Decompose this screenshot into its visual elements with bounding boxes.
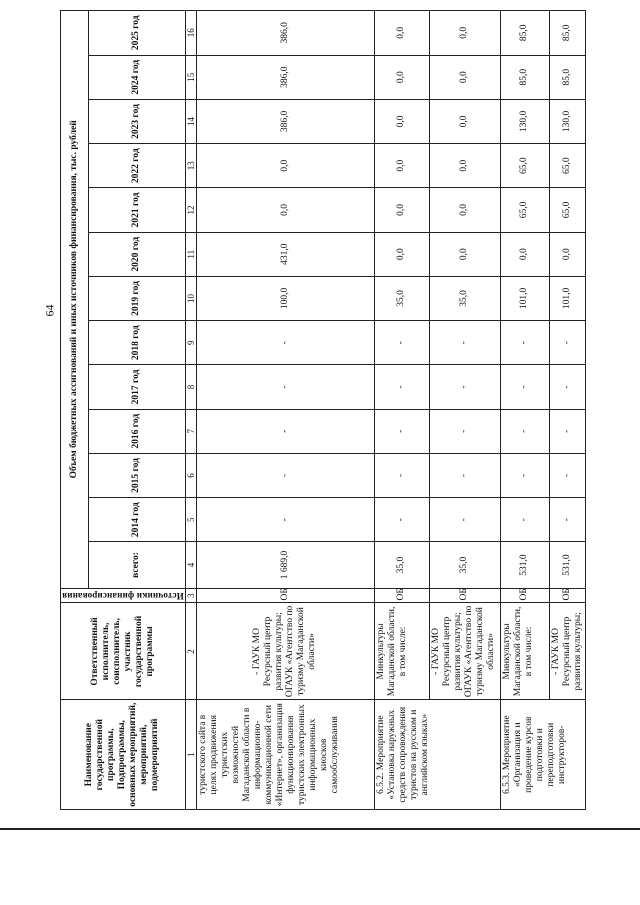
row-value: 0,0 bbox=[429, 11, 500, 56]
row-value: 0,0 bbox=[429, 188, 500, 232]
header-year: 2021 год bbox=[88, 188, 185, 232]
header-year: 2024 год bbox=[88, 55, 185, 99]
row-source: ОБ bbox=[500, 588, 549, 603]
header-year: 2022 год bbox=[88, 144, 185, 188]
financing-table bbox=[60, 10, 586, 810]
table-row bbox=[500, 11, 549, 810]
column-number: 6 bbox=[185, 453, 196, 497]
header-year: 2016 год bbox=[88, 409, 185, 453]
column-number: 9 bbox=[185, 321, 196, 365]
row-value: 85,0 bbox=[549, 11, 585, 56]
row-source: ОБ bbox=[549, 588, 585, 603]
column-number: 4 bbox=[185, 542, 196, 588]
header-year: 2015 год bbox=[88, 453, 185, 497]
scan-edge-rule bbox=[0, 828, 640, 830]
row-value: 0,0 bbox=[374, 188, 429, 232]
row-value: 0,0 bbox=[429, 55, 500, 99]
row-value: 101,0 bbox=[500, 276, 549, 320]
row-name: 6.5.2. Мероприятие «Установка наружных средств сопровождения туристов на русском и английском языках» bbox=[374, 700, 500, 810]
row-value: - bbox=[549, 453, 585, 497]
row-total: 531,0 bbox=[549, 542, 585, 588]
row-value: - bbox=[549, 365, 585, 409]
row-executor: Минкультуры Магаданской области, в том числе: bbox=[500, 603, 549, 700]
row-value: - bbox=[429, 409, 500, 453]
row-value: 0,0 bbox=[429, 232, 500, 276]
row-value: 65,0 bbox=[500, 188, 549, 232]
row-value: - bbox=[429, 365, 500, 409]
row-value: 0,0 bbox=[374, 99, 429, 143]
row-executor: - ГАУК МО Ресурсный центр развития культуры; ОГАУК «Агентство по туризму Магаданской области» bbox=[429, 603, 500, 700]
column-number-row bbox=[185, 11, 196, 810]
column-number: 2 bbox=[185, 603, 196, 700]
header-source: Источники финансирования bbox=[61, 588, 186, 603]
header-year: 2019 год bbox=[88, 276, 185, 320]
row-value: 386,0 bbox=[196, 55, 374, 99]
header-year: 2018 год bbox=[88, 321, 185, 365]
table-row bbox=[429, 11, 500, 810]
row-value: 130,0 bbox=[549, 99, 585, 143]
row-value: 85,0 bbox=[500, 11, 549, 56]
header-year: 2020 год bbox=[88, 232, 185, 276]
header-volume: Объем бюджетных ассигнований и иных источников финансирования, тыс. рублей bbox=[61, 11, 89, 589]
header-name: Наименование государственной программы, Подпрограммы, основных мероприятий, мероприятий, подмероприятий bbox=[61, 700, 186, 810]
row-value: - bbox=[196, 409, 374, 453]
row-value: 0,0 bbox=[429, 99, 500, 143]
column-number: 12 bbox=[185, 188, 196, 232]
row-value: - bbox=[196, 321, 374, 365]
row-value: 0,0 bbox=[196, 144, 374, 188]
column-number: 3 bbox=[185, 588, 196, 603]
column-number: 5 bbox=[185, 498, 196, 542]
column-number: 8 bbox=[185, 365, 196, 409]
row-value: - bbox=[196, 365, 374, 409]
row-value: 85,0 bbox=[549, 55, 585, 99]
row-value: - bbox=[374, 365, 429, 409]
row-source: ОБ bbox=[429, 588, 500, 603]
row-value: - bbox=[374, 321, 429, 365]
row-value: 35,0 bbox=[374, 276, 429, 320]
column-number: 11 bbox=[185, 232, 196, 276]
row-source: ОБ bbox=[374, 588, 429, 603]
header-year: 2025 год bbox=[88, 11, 185, 56]
row-value: 65,0 bbox=[549, 188, 585, 232]
row-value: - bbox=[429, 321, 500, 365]
row-total: 531,0 bbox=[500, 542, 549, 588]
row-value: 0,0 bbox=[374, 144, 429, 188]
header-row-1 bbox=[61, 11, 89, 810]
row-value: - bbox=[500, 365, 549, 409]
row-value: 0,0 bbox=[374, 232, 429, 276]
row-value: - bbox=[196, 498, 374, 542]
table-row bbox=[196, 11, 374, 810]
row-value: - bbox=[429, 498, 500, 542]
row-value: 0,0 bbox=[374, 11, 429, 56]
row-value: - bbox=[549, 498, 585, 542]
row-value: - bbox=[374, 498, 429, 542]
page-number: 64 bbox=[42, 304, 57, 316]
row-value: - bbox=[549, 321, 585, 365]
row-executor: - ГАУК МО Ресурсный центр развития культуры; bbox=[549, 603, 585, 700]
header-year: 2023 год bbox=[88, 99, 185, 143]
row-value: - bbox=[549, 409, 585, 453]
row-value: 0,0 bbox=[500, 232, 549, 276]
column-number: 7 bbox=[185, 409, 196, 453]
table-row bbox=[549, 11, 585, 810]
header-year: 2014 год bbox=[88, 498, 185, 542]
rotated-table-frame bbox=[60, 10, 583, 810]
column-number: 10 bbox=[185, 276, 196, 320]
row-value: 65,0 bbox=[549, 144, 585, 188]
row-total: 35,0 bbox=[374, 542, 429, 588]
row-value: 101,0 bbox=[549, 276, 585, 320]
row-source: ОБ bbox=[196, 588, 374, 603]
row-value: - bbox=[500, 409, 549, 453]
row-value: 0,0 bbox=[429, 144, 500, 188]
column-number: 13 bbox=[185, 144, 196, 188]
row-value: - bbox=[374, 409, 429, 453]
row-value: 85,0 bbox=[500, 55, 549, 99]
row-executor: Минкультуры Магаданской области, в том числе: bbox=[374, 603, 429, 700]
row-value: 0,0 bbox=[374, 55, 429, 99]
row-value: 35,0 bbox=[429, 276, 500, 320]
header-executor: Ответственный исполнитель, соисполнитель, участник государственной программы bbox=[61, 603, 186, 700]
row-value: - bbox=[374, 453, 429, 497]
row-name: туристского сайта в целях продвижения туристских возможностей Магаданской области в информационно-коммуникационной сети «Интернет», организация функционирования туристских электронных информационных киосков самообслуживания bbox=[196, 700, 374, 810]
column-number: 15 bbox=[185, 55, 196, 99]
row-value: - bbox=[196, 453, 374, 497]
table-row bbox=[374, 11, 429, 810]
row-value: - bbox=[500, 498, 549, 542]
column-number: 16 bbox=[185, 11, 196, 56]
row-value: 0,0 bbox=[549, 232, 585, 276]
row-value: 386,0 bbox=[196, 99, 374, 143]
row-value: 65,0 bbox=[500, 144, 549, 188]
row-total: 1 689,0 bbox=[196, 542, 374, 588]
header-total: всего: bbox=[88, 542, 185, 588]
row-value: - bbox=[429, 453, 500, 497]
row-name: 6.5.3. Мероприятие «Организация и проведение курсов подготовки и переподготовки инструкторов- bbox=[500, 700, 585, 810]
row-value: - bbox=[500, 453, 549, 497]
column-number: 14 bbox=[185, 99, 196, 143]
row-executor: - ГАУК МО Ресурсный центр развития культуры; ОГАУК «Агентство по туризму Магаданской области» bbox=[196, 603, 374, 700]
column-number: 1 bbox=[185, 700, 196, 810]
row-value: 100,0 bbox=[196, 276, 374, 320]
row-value: 386,0 bbox=[196, 11, 374, 56]
row-value: - bbox=[500, 321, 549, 365]
header-year: 2017 год bbox=[88, 365, 185, 409]
row-value: 431,0 bbox=[196, 232, 374, 276]
row-total: 35,0 bbox=[429, 542, 500, 588]
row-value: 0,0 bbox=[196, 188, 374, 232]
row-value: 130,0 bbox=[500, 99, 549, 143]
